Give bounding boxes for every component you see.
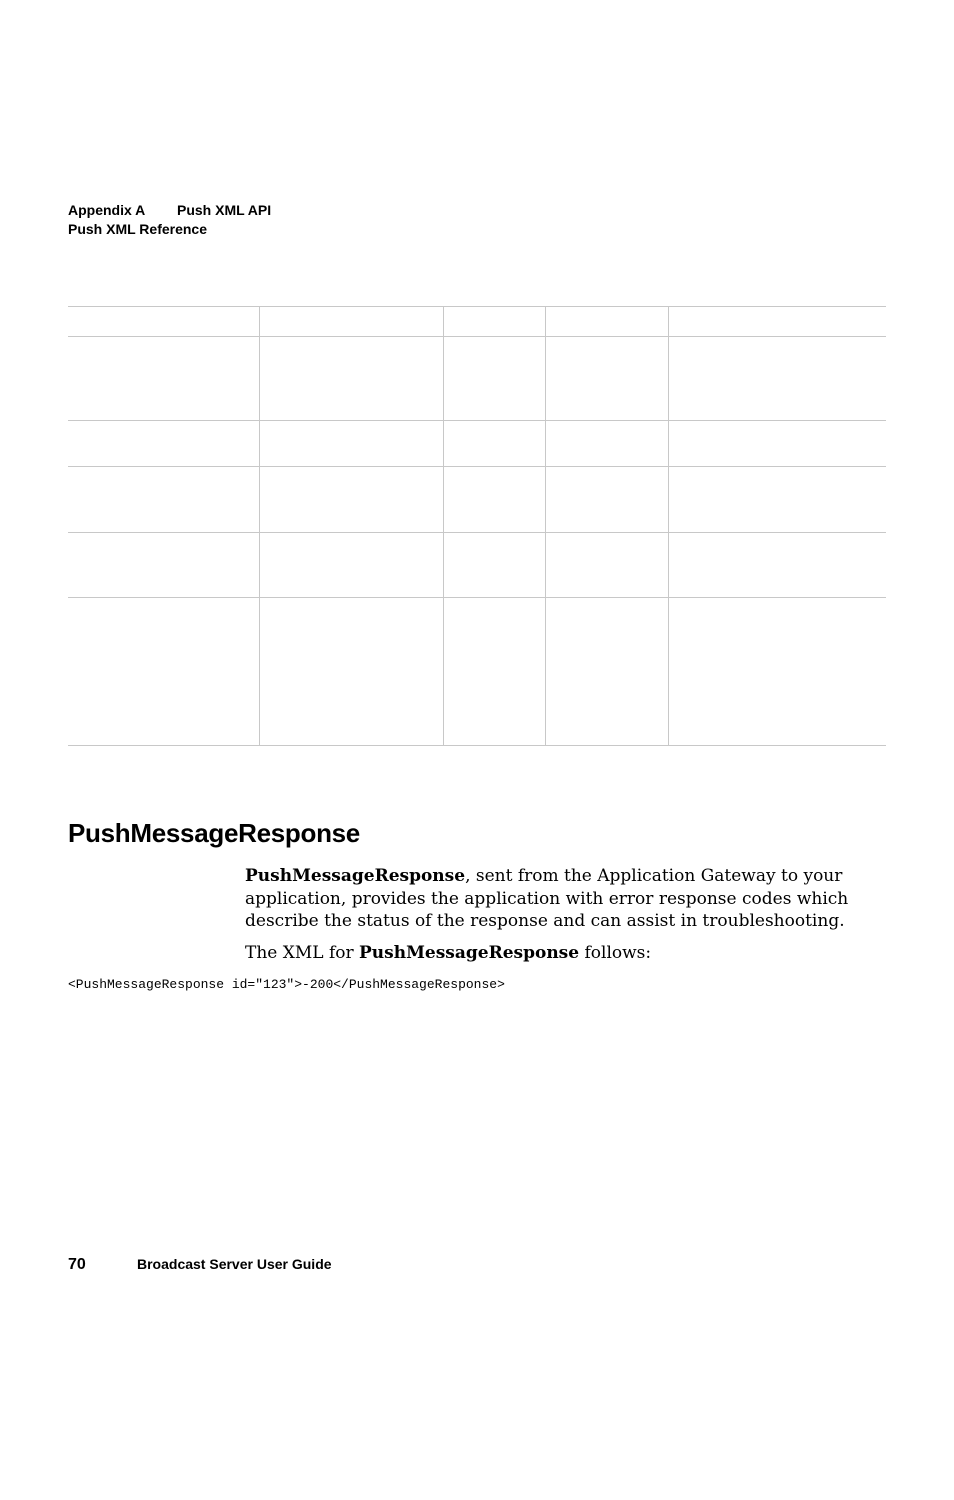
xml-intro-paragraph bbox=[245, 942, 875, 965]
table-cell bbox=[668, 533, 886, 598]
table-row bbox=[68, 307, 886, 337]
section-reference: Push XML Reference bbox=[68, 221, 208, 237]
table-cell bbox=[259, 337, 443, 421]
running-header-chapter bbox=[68, 201, 271, 220]
table-cell bbox=[259, 307, 443, 337]
running-header bbox=[68, 201, 271, 239]
table-row bbox=[68, 337, 886, 421]
table-cell bbox=[259, 467, 443, 533]
guide-title: Broadcast Server User Guide bbox=[137, 1256, 332, 1272]
reference-table bbox=[68, 306, 886, 746]
appendix-label: Appendix A bbox=[68, 202, 146, 218]
table-cell bbox=[443, 307, 545, 337]
table-cell bbox=[443, 337, 545, 421]
table-cell bbox=[443, 421, 545, 467]
table-row bbox=[68, 421, 886, 467]
table-cell bbox=[443, 533, 545, 598]
table-cell bbox=[68, 598, 259, 746]
table-cell bbox=[545, 467, 668, 533]
table-cell bbox=[68, 307, 259, 337]
table-cell bbox=[443, 598, 545, 746]
description-paragraph bbox=[245, 865, 875, 933]
table-cell bbox=[668, 337, 886, 421]
table-cell bbox=[68, 421, 259, 467]
section-title: PushMessageResponse bbox=[68, 818, 360, 848]
page-footer bbox=[68, 1256, 332, 1274]
table-cell bbox=[668, 307, 886, 337]
table-row bbox=[68, 533, 886, 598]
table-cell bbox=[545, 307, 668, 337]
table-cell bbox=[668, 598, 886, 746]
term-push-message-response: PushMessageResponse bbox=[245, 866, 466, 886]
table-cell bbox=[668, 467, 886, 533]
table-cell bbox=[545, 337, 668, 421]
xml-intro-suffix: follows: bbox=[579, 943, 652, 963]
xml-intro-text: The XML for bbox=[245, 943, 360, 963]
term-push-message-response: PushMessageResponse bbox=[359, 943, 580, 963]
table-cell bbox=[545, 421, 668, 467]
table-cell bbox=[68, 467, 259, 533]
table-row bbox=[68, 467, 886, 533]
table-cell bbox=[259, 598, 443, 746]
table-cell bbox=[68, 337, 259, 421]
page-number: 70 bbox=[68, 1256, 86, 1273]
table-cell bbox=[68, 533, 259, 598]
table-row bbox=[68, 598, 886, 746]
chapter-title: Push XML API bbox=[177, 202, 272, 218]
table-cell bbox=[545, 533, 668, 598]
table-cell bbox=[668, 421, 886, 467]
table-cell bbox=[545, 598, 668, 746]
table-cell bbox=[259, 533, 443, 598]
description-text: , sent from the Application Gateway to your application, provides the application with error response codes which describe the status of the response and can assist in troubleshooting. bbox=[245, 866, 849, 931]
table-cell bbox=[443, 467, 545, 533]
xml-code-sample: <PushMessageResponse id="123">-200</PushMessageResponse> bbox=[68, 977, 505, 992]
table-cell bbox=[259, 421, 443, 467]
